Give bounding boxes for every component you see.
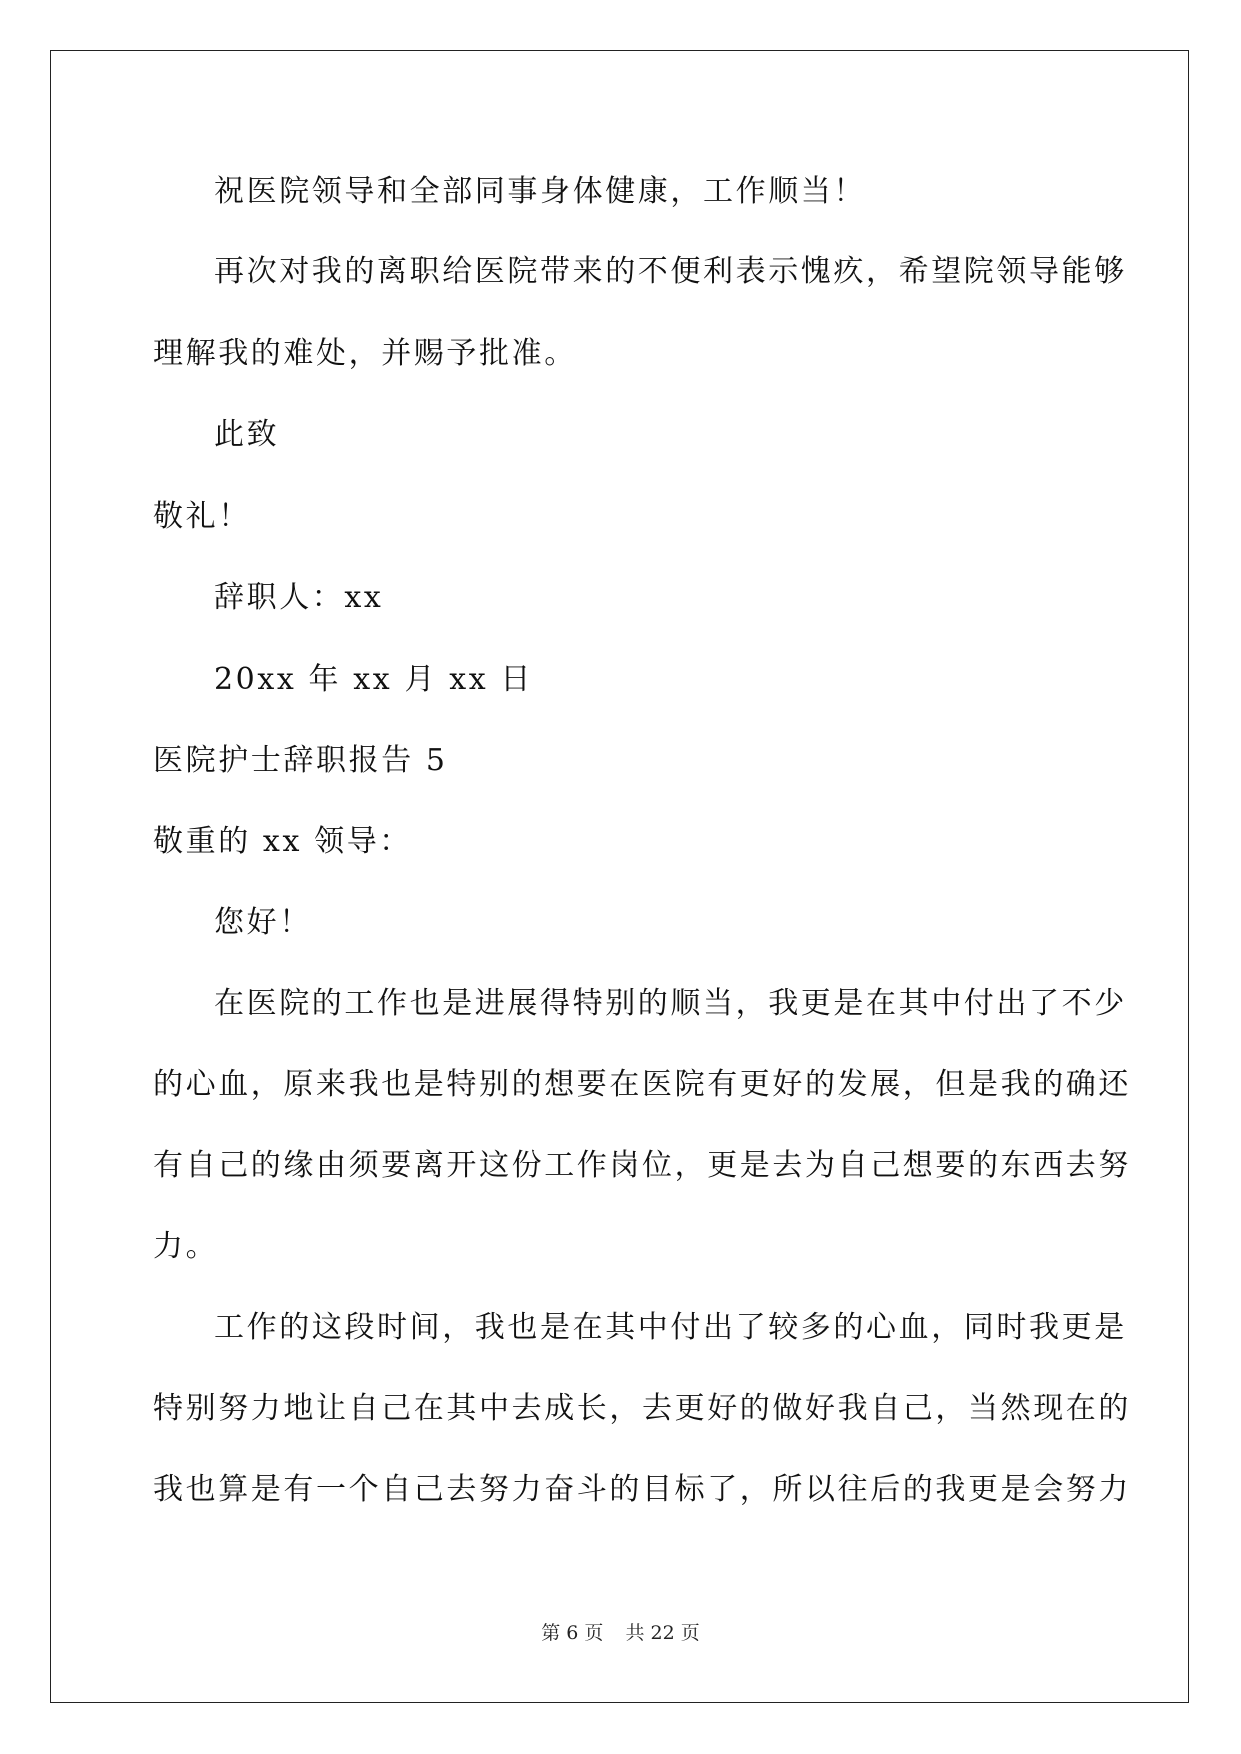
section-title: 医院护士辞职报告 5 — [153, 743, 448, 778]
paragraph-line: 有自己的缘由须要离开这份工作岗位，更是去为自己想要的东西去努 — [153, 1148, 1131, 1183]
page-footer — [0, 1621, 1241, 1645]
paragraph-line: 理解我的难处，并赐予批准。 — [153, 336, 577, 371]
paragraph-line: 工作的这段时间，我也是在其中付出了较多的心血，同时我更是 — [214, 1310, 1127, 1345]
paragraph-line: 力。 — [153, 1229, 219, 1264]
closing-salutation: 敬礼！ — [153, 499, 251, 534]
paragraph-line: 祝医院领导和全部同事身体健康，工作顺当！ — [214, 174, 866, 209]
greeting-hello: 您好！ — [214, 905, 312, 940]
page-border — [50, 50, 1189, 1703]
paragraph-line: 我也算是有一个自己去努力奋斗的目标了，所以往后的我更是会努力 — [153, 1472, 1131, 1507]
paragraph-line: 特别努力地让自己在其中去成长，去更好的做好我自己，当然现在的 — [153, 1391, 1131, 1426]
closing-phrase: 此致 — [214, 417, 280, 452]
paragraph-line: 的心血，原来我也是特别的想要在医院有更好的发展，但是我的确还 — [153, 1067, 1131, 1102]
page-number: 第 6 页 — [541, 1622, 604, 1644]
paragraph-line: 在医院的工作也是进展得特别的顺当，我更是在其中付出了不少 — [214, 986, 1127, 1021]
signature-line: 辞职人：xx — [214, 580, 384, 615]
page-total: 共 22 页 — [625, 1622, 700, 1644]
date-line: 20xx 年 xx 月 xx 日 — [214, 662, 533, 697]
paragraph-line: 再次对我的离职给医院带来的不便利表示愧疚，希望院领导能够 — [214, 254, 1127, 289]
greeting-line: 敬重的 xx 领导： — [153, 824, 412, 859]
